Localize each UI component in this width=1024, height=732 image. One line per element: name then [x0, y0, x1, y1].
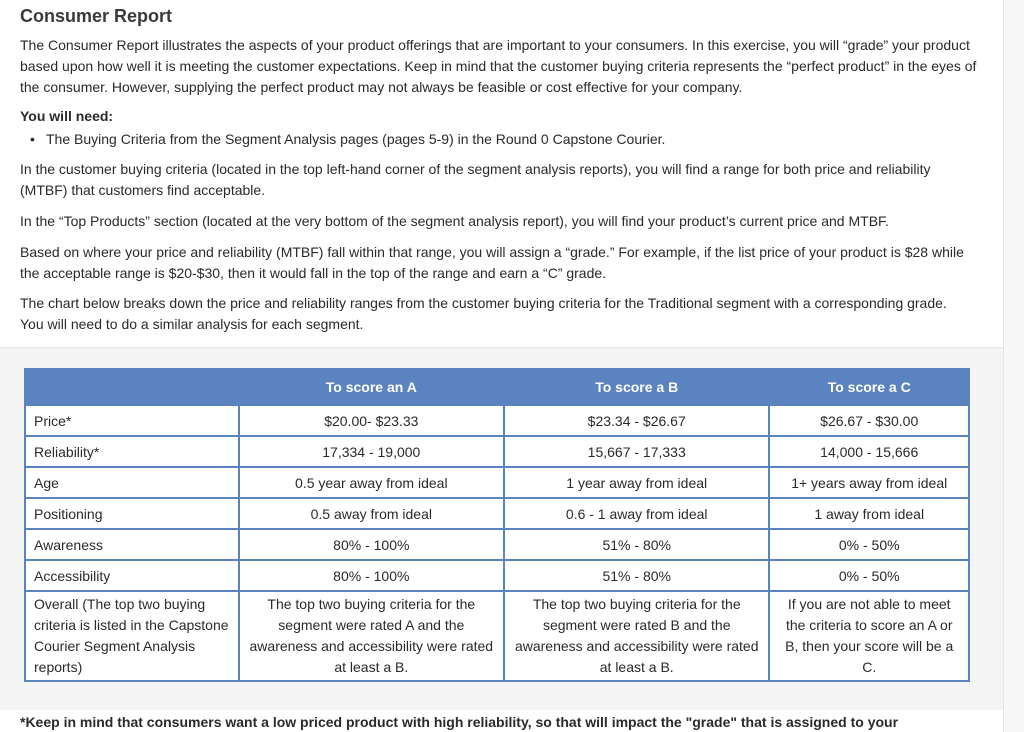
table-cell: $23.34 - $26.67 — [504, 405, 769, 436]
chart-below-paragraph: The chart below breaks down the price and reliability ranges from the customer buying criteria for the Traditional segment with a corresponding grade. You will need to do a similar analysis for each segment. — [20, 295, 947, 332]
row-label: Awareness — [25, 529, 239, 560]
row-label: Price* — [25, 405, 239, 436]
based-on-paragraph: Based on where your price and reliability (MTBF) fall within that range, you will assign a “grade.” For example, if the list price of your product is $28 while the acceptable range is $20-$30, then it would fall in the top of the range and earn a “C” grade. — [20, 244, 964, 281]
table-cell: 0.5 away from ideal — [239, 498, 504, 529]
bullet-icon: • — [30, 131, 35, 147]
row-label: Overall (The top two buying criteria is listed in the Capstone Courier Segment Analysis reports) — [25, 591, 239, 681]
table-cell: 80% - 100% — [239, 529, 504, 560]
table-cell: The top two buying criteria for the segment were rated A and the awareness and accessibility were rated at least a B. — [239, 591, 504, 681]
table-row — [25, 467, 969, 498]
table-cell: 1 away from ideal — [769, 498, 969, 529]
table-cell: 17,334 - 19,000 — [239, 436, 504, 467]
table-cell: 0% - 50% — [769, 560, 969, 591]
table-cell: $20.00- $23.33 — [239, 405, 504, 436]
page-edge — [1003, 0, 1024, 732]
table-cell: 0.6 - 1 away from ideal — [504, 498, 769, 529]
table-cell: 51% - 80% — [504, 560, 769, 591]
table-row — [25, 436, 969, 467]
table-cell: If you are not able to meet the criteria to score an A or B, then your score will be a C. — [769, 591, 969, 681]
table-header-cell: To score an A — [239, 369, 504, 405]
grade-table — [24, 368, 970, 682]
table-cell: 51% - 80% — [504, 529, 769, 560]
top-products-paragraph: In the “Top Products” section (located at the very bottom of the segment analysis report), you will find your product’s current price and MTBF. — [20, 213, 889, 229]
row-label: Reliability* — [25, 436, 239, 467]
intro-paragraph: The Consumer Report illustrates the aspects of your product offerings that are important to your consumers. In this exercise, you will “grade” your product based upon how well it is meeting the customer expectations. Keep in mind that the customer buying criteria represents the “perfect product” in the eyes of the consumer. However, supplying the perfect product may not always be feasible or cost effective for your company. — [20, 37, 977, 95]
row-label: Age — [25, 467, 239, 498]
table-cell: 1 year away from ideal — [504, 467, 769, 498]
table-cell: 1+ years away from ideal — [769, 467, 969, 498]
table-cell: $26.67 - $30.00 — [769, 405, 969, 436]
need-item-text: The Buying Criteria from the Segment Analysis pages (pages 5-9) in the Round 0 Capstone Courier. — [46, 131, 666, 147]
table-row — [25, 560, 969, 591]
table-header-cell: To score a C — [769, 369, 969, 405]
table-cell: 15,667 - 17,333 — [504, 436, 769, 467]
table-row — [25, 405, 969, 436]
table-cell: 0% - 50% — [769, 529, 969, 560]
row-label: Accessibility — [25, 560, 239, 591]
table-row — [25, 591, 969, 681]
table-header-cell — [25, 369, 239, 405]
table-cell: 14,000 - 15,666 — [769, 436, 969, 467]
row-label: Positioning — [25, 498, 239, 529]
page-title: Consumer Report — [20, 6, 173, 26]
table-header-cell: To score a B — [504, 369, 769, 405]
table-cell: The top two buying criteria for the segment were rated B and the awareness and accessibility were rated at least a B. — [504, 591, 769, 681]
criteria-paragraph: In the customer buying criteria (located in the top left-hand corner of the segment analysis reports), you will find a range for both price and reliability (MTBF) that customers find acceptable. — [20, 161, 931, 198]
you-will-need-label: You will need: — [20, 108, 114, 124]
footnote: *Keep in mind that consumers want a low priced product with high reliability, so that will impact the "grade" that is assigned to your — [20, 714, 899, 730]
need-list-item — [30, 129, 665, 150]
table-cell: 80% - 100% — [239, 560, 504, 591]
table-cell: 0.5 year away from ideal — [239, 467, 504, 498]
table-row — [25, 498, 969, 529]
table-row — [25, 529, 969, 560]
grade-table-panel — [0, 347, 1003, 710]
table-header-row — [25, 369, 969, 405]
